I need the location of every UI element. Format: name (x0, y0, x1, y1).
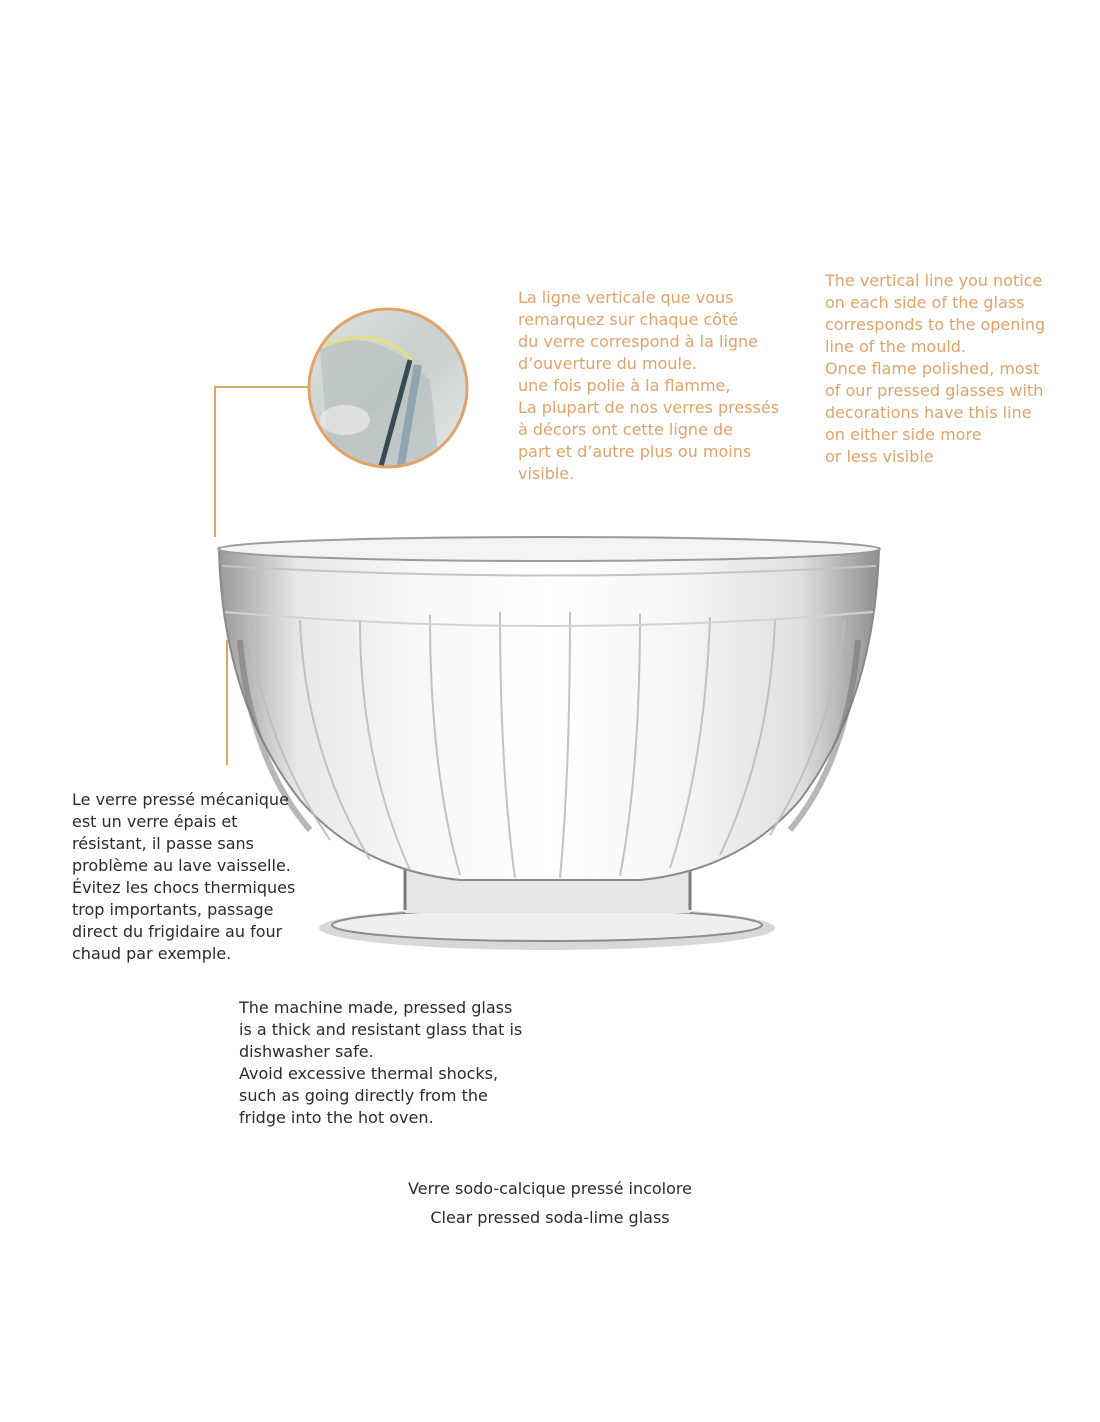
callout-line: d’ouverture du moule. (518, 354, 697, 373)
callout-line: corresponds to the opening (825, 315, 1046, 334)
callout-line: direct du frigidaire au four (72, 922, 283, 941)
callout-line: or less visible (825, 447, 934, 466)
callout-pressed-glass-en (239, 997, 522, 1129)
callout-line: The vertical line you notice (825, 271, 1043, 290)
callout-line: on each side of the glass (825, 293, 1025, 312)
callout-line: une fois polie à la flamme, (518, 376, 731, 395)
zoom-detail (300, 300, 480, 480)
callout-line: is a thick and resistant glass that is (239, 1020, 523, 1039)
callout-mould-line-fr (518, 287, 779, 485)
callout-line: trop importants, passage (72, 900, 274, 919)
callout-line: résistant, il passe sans (72, 834, 255, 853)
callout-line: chaud par exemple. (72, 944, 232, 963)
callout-line: dishwasher safe. (239, 1042, 374, 1061)
material-caption-en: Clear pressed soda-lime glass (430, 1208, 670, 1227)
callout-line: La plupart de nos verres pressés (518, 398, 780, 417)
glass-bowl (218, 537, 880, 950)
material-caption-fr: Verre sodo-calcique pressé incolore (408, 1179, 692, 1198)
callout-line: line of the mould. (825, 337, 967, 356)
callout-line: part et d’autre plus ou moins (518, 442, 752, 461)
callout-line: visible. (518, 464, 575, 483)
callout-line: problème au lave vaisselle. (72, 856, 291, 875)
callout-line: on either side more (825, 425, 982, 444)
callout-line: Once flame polished, most (825, 359, 1040, 378)
callout-line: La ligne verticale que vous (518, 288, 734, 307)
callout-mould-line-en (825, 270, 1045, 468)
callout-line: The machine made, pressed glass (239, 998, 513, 1017)
callout-line: of our pressed glasses with (825, 381, 1044, 400)
leader-line-mould (215, 387, 310, 537)
callout-line: such as going directly from the (239, 1086, 488, 1105)
callout-line: remarquez sur chaque côté (518, 310, 739, 329)
callout-pressed-glass-fr (72, 789, 295, 965)
callout-line: à décors ont cette ligne de (518, 420, 733, 439)
callout-line: fridge into the hot oven. (239, 1108, 434, 1127)
callout-line: Le verre pressé mécanique (72, 790, 289, 809)
callout-line: Avoid excessive thermal shocks, (239, 1064, 499, 1083)
callout-line: decorations have this line (825, 403, 1032, 422)
callout-line: Évitez les chocs thermiques (72, 878, 296, 897)
callout-line: est un verre épais et (72, 812, 238, 831)
callout-line: du verre correspond à la ligne (518, 332, 759, 351)
